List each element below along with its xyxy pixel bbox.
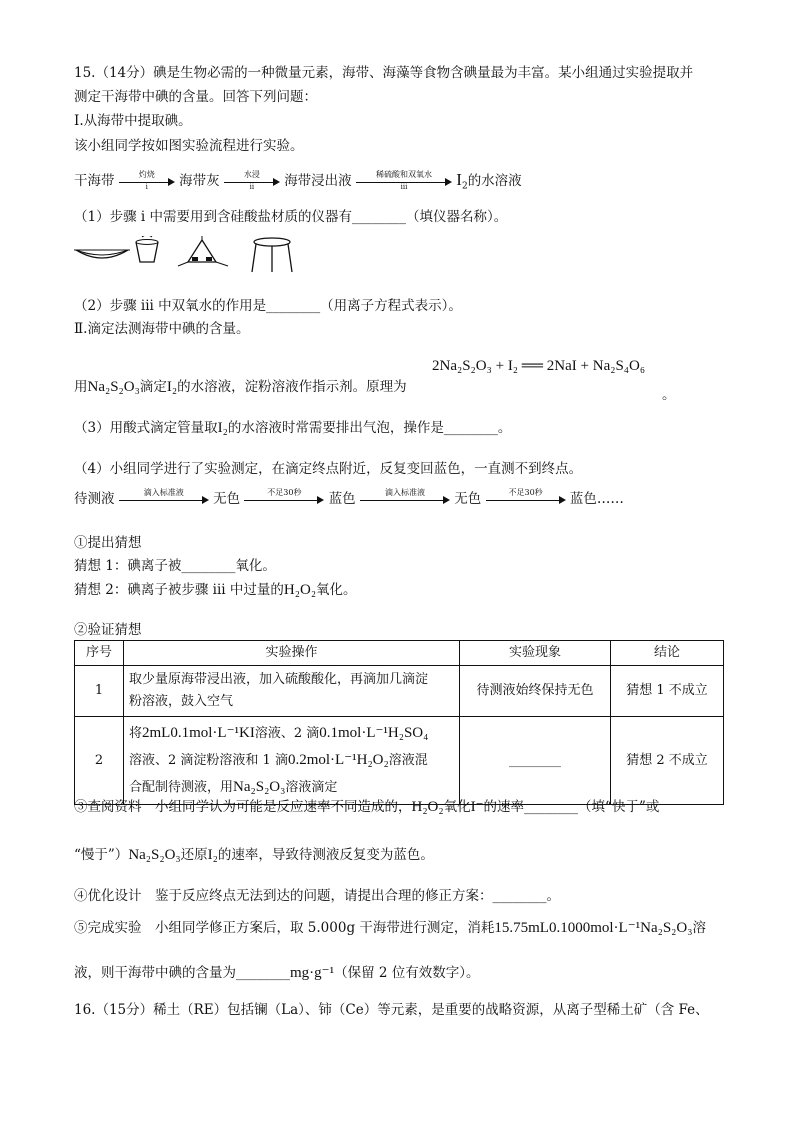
s5-unit: mg·g⁻¹ [290, 965, 335, 981]
row1-no: 1 [75, 666, 124, 717]
q16-intro: 16.（15分）稀土（RE）包括镧（La）、铈（Ce）等元素，是重要的战略资源，从离子型稀土矿（含 Fe、 [74, 1002, 709, 1018]
flow2-arrow-3: 滴入标准液 [360, 490, 450, 510]
flow-arrow-3: 稀硫酸和双氧水 iii [356, 172, 452, 192]
principle-text-a: 用 [74, 379, 88, 395]
step3-consult-cont [74, 845, 434, 865]
s3-text-c: 的速率________（填“快于”或 [483, 799, 660, 815]
row1-phenomenon: 待测液始终保持无色 [460, 666, 611, 717]
flow-arrow-1: 灼烧 i [119, 172, 175, 192]
color-change-flow [74, 489, 624, 510]
flow-i2-symbol: I [456, 170, 462, 189]
hypothesis-1: 猜想 1：碘离子被________氧化。 [74, 558, 276, 574]
flow-step-leachate: 海带浸出液 [284, 173, 352, 189]
flow2-arrow-1: 滴入标准液 [119, 490, 209, 510]
table-row [75, 666, 724, 717]
s3-text-d: “慢于”） [74, 847, 129, 863]
row2-op-line1: 将2mL0.1mol·L⁻¹KI溶液、2 滴0.1mol·L⁻¹H₂SO₄ [129, 725, 429, 741]
question-4: （4）小组同学进行了实验测定，在滴定终点附近，反复变回蓝色，一直测不到终点。 [74, 461, 583, 477]
s3-text-f: 的速率，导致待测液反复变为蓝色。 [217, 847, 434, 863]
flow2-colorless-1: 无色 [213, 491, 241, 507]
col-header-conclusion: 结论 [611, 641, 724, 666]
flow-i2-subscript: 2 [461, 181, 468, 192]
part2-heading: Ⅱ.滴定法测海带中碘的含量。 [74, 321, 250, 337]
principle-text-b: 滴定 [139, 379, 167, 395]
col-header-no: 序号 [75, 641, 124, 666]
s5-text-a: ⑤完成实验 小组同学修正方案后，取 5.000g 干海带进行测定，消耗 [74, 920, 495, 936]
flow2-blue-1: 蓝色 [328, 491, 356, 507]
table-row [75, 717, 724, 805]
hyp2-h2o2: H₂O₂ [283, 582, 317, 598]
row2-no: 2 [75, 717, 124, 805]
s5-text-d: （保留 2 位有效数字）。 [334, 965, 480, 981]
row2-phenomenon-blank: ________ [460, 717, 611, 805]
row2-operation [124, 717, 460, 805]
row1-operation [124, 666, 460, 717]
flow-arrow-2: 水浸 ii [224, 172, 280, 192]
question-1: （1）步骤 i 中需要用到含硅酸盐材质的仪器有________（填仪器名称）。 [74, 209, 508, 225]
flow2-blue-2: 蓝色…… [569, 491, 624, 507]
row2-op-line3: 合配制待测液，用Na₂S₂O₃溶液滴定 [129, 779, 338, 795]
s3-text-a: ③查阅资料 小组同学认为可能是反应速率不同造成的， [74, 799, 412, 815]
hypothesis-heading: ①提出猜想 [74, 535, 142, 551]
flow2-sample: 待测液 [74, 491, 115, 507]
row1-op-line2: 粉溶液，鼓入空气 [129, 694, 234, 709]
step4-optimize: ④优化设计 鉴于反应终点无法到达的问题，请提出合理的修正方案：________。 [74, 888, 560, 904]
principle-end-mark: 。 [662, 387, 676, 403]
evaporating-dish-icon [74, 250, 130, 258]
flow-step-i2-solution: 的水溶液 [467, 173, 522, 189]
row1-conclusion: 猜想 1 不成立 [611, 666, 724, 717]
step3-consult [74, 797, 659, 817]
q3-text-a: （3）用酸式滴定管量取 [74, 420, 218, 436]
s3-text-e: 还原 [180, 847, 208, 863]
question-2: （2）步骤 iii 中双氧水的作用是________（用离子方程式表示）。 [74, 298, 462, 314]
principle-thiosulfate: Na₂S₂O₃ [87, 379, 140, 395]
step5-complete-cont [74, 963, 480, 983]
titration-principle [74, 377, 407, 397]
flow-step-ash: 海带灰 [179, 173, 220, 189]
step5-complete [74, 918, 706, 938]
row1-op-line1: 取少量原海带浸出液，加入硫酸酸化，再滴加几滴淀 [129, 672, 429, 687]
apparatus-illustrations [70, 236, 310, 276]
row2-op-line2: 溶液、2 滴淀粉溶液和 1 滴0.2mol·L⁻¹H₂O₂溶液混 [129, 752, 428, 768]
flow2-colorless-2: 无色 [454, 491, 482, 507]
verify-heading: ②验证猜想 [74, 622, 142, 638]
s3-h2o2: H₂O₂ [411, 799, 444, 815]
s3-thiosulfate: Na₂S₂O₃ [128, 847, 181, 863]
flow-step-dry-kelp: 干海带 [74, 173, 115, 189]
table-header-row [75, 641, 724, 666]
s5-text-b: 溶 [692, 920, 706, 936]
col-header-operation: 实验操作 [124, 641, 460, 666]
s5-volume-concentration: 15.75mL0.1000mol·L⁻¹Na₂S₂O₃ [494, 920, 693, 936]
principle-i2: I₂ [166, 379, 178, 395]
flow2-arrow-2: 不足30秒 [244, 490, 324, 510]
q3-i2: I₂ [217, 420, 228, 436]
q15-intro-line2: 测定干海带中碘的含量。回答下列问题： [74, 89, 317, 105]
verification-table [74, 640, 724, 805]
principle-text-c: 的水溶液，淀粉溶液作指示剂。原理为 [177, 379, 407, 395]
s3-i2: I₂ [207, 847, 218, 863]
extraction-flow [74, 170, 522, 197]
col-header-phenomenon: 实验现象 [460, 641, 611, 666]
row2-conclusion: 猜想 2 不成立 [611, 717, 724, 805]
q3-text-b: 的水溶液时常需要排出气泡，操作是________。 [227, 420, 512, 436]
s5-text-c: 液，则干海带中碘的含量为________ [74, 965, 290, 981]
flow-intro: 该小组同学按如图实验流程进行实验。 [74, 138, 304, 154]
question-3 [74, 418, 511, 438]
hyp2-text-b: 氧化。 [316, 582, 357, 598]
hypothesis-2 [74, 580, 357, 600]
clay-triangle-icon [178, 236, 228, 266]
s3-iodide: I⁻ [470, 799, 484, 815]
q15-intro-line1: 15.（14分）碘是生物必需的一种微量元素，海带、海藻等食物含碘量最为丰富。某小组通过实验提取并 [74, 65, 694, 81]
part1-heading: Ⅰ.从海带中提取碘。 [74, 113, 192, 129]
tripod-icon [252, 238, 292, 272]
flow2-arrow-4: 不足30秒 [486, 490, 566, 510]
crucible-icon [136, 236, 158, 262]
s3-text-b: 氧化 [443, 799, 471, 815]
hyp2-text-a: 猜想 2：碘离子被步骤 iii 中过量的 [74, 582, 284, 598]
titration-reaction: 2Na₂S₂O₃ + I₂ ══ 2NaI + Na₂S₄O₆ [432, 358, 646, 374]
